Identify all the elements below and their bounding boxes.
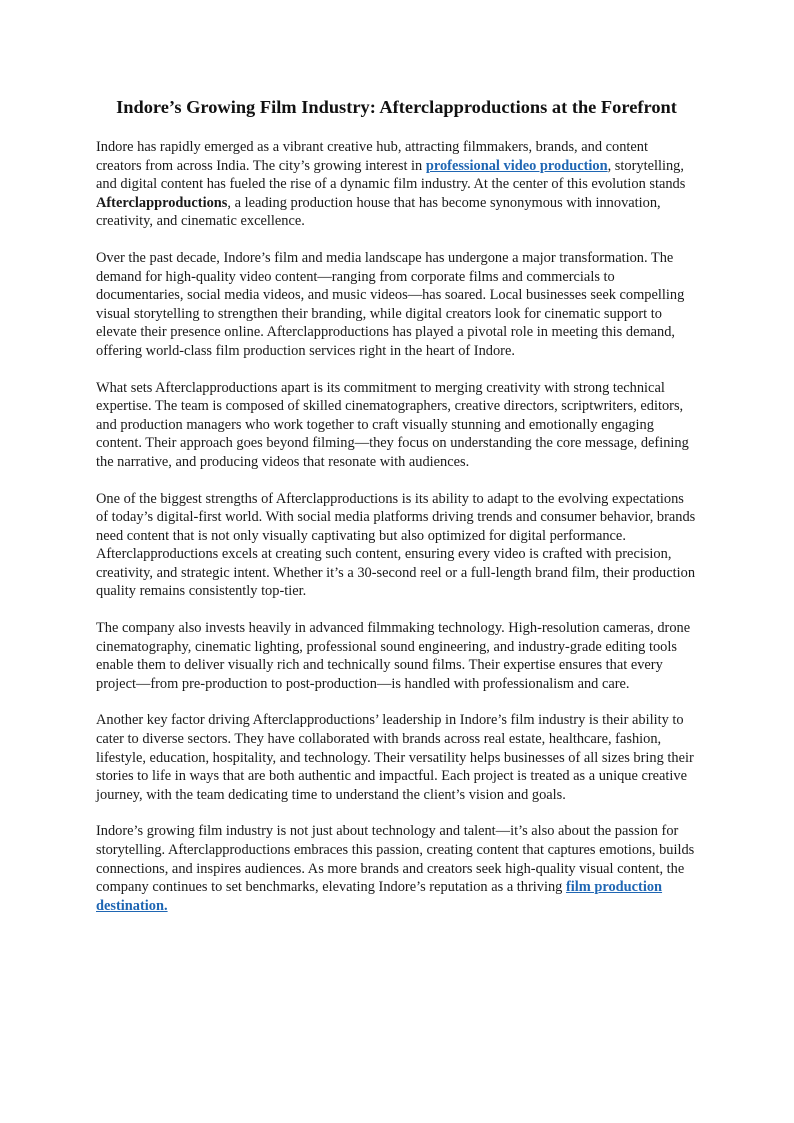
paragraph-technology: The company also invests heavily in advanced filmmaking technology. High-resolution cameras, drone cinematography, cinematic lighting, professional sound engineering, and industry-grade editing tools enable them to deliver visually rich and technically sound films. Their expertise ensures that every project—from pre-production to post-production—is handled with professionalism and care.: [96, 620, 691, 692]
document-title: Indore’s Growing Film Industry: Afterclapproductions at the Forefront: [116, 97, 677, 117]
paragraph-landscape: Over the past decade, Indore’s film and media landscape has undergone a major transformation. The demand for high-quality video content—ranging from corporate films and commercials to documentaries, social media videos, and music videos—has soared. Local businesses seek compelling visual storytelling to strengthen their branding, while digital creators look for cinematic support to elevate their presence online. Afterclapproductions has played a pivotal role in meeting this demand, offering world-class film production services right in the heart of Indore.: [96, 249, 685, 359]
paragraph-intro-text-c: , a leading production house that has become synonymous with innovation, creativity, and cinematic excellence.: [96, 194, 661, 230]
paragraph-storytelling: [96, 822, 697, 915]
paragraph-intro-text-b: , storytelling, and digital content has fueled the rise of a dynamic film industry. At the center of this evolution stands: [96, 157, 686, 193]
paragraph-sectors: Another key factor driving Afterclapproductions’ leadership in Indore’s film industry is their ability to cater to diverse sectors. They have collaborated with brands across real estate, healthcare, fashion, lifestyle, education, hospitality, and technology. Their versatility helps businesses of all sizes bring their stories to life in ways that are both authentic and impactful. Each project is treated as a unique creative journey, with the team dedicating time to understand the client’s vision and goals.: [96, 712, 694, 803]
professional-video-production-link[interactable]: professional video production: [425, 157, 608, 174]
paragraph-digital-first: One of the biggest strengths of Afterclapproductions is its ability to adapt to the evolving expectations of today’s digital-first world. With social media platforms driving trends and consumer behavior, brands need content that is not only visually captivating but also optimized for digital performance. Afterclapproductions excels at creating such content, ensuring every video is crafted with precision, creativity, and strategic intent. Whether it’s a 30-second reel or a full-length brand film, their production quality remains consistently top-tier.: [96, 490, 696, 600]
paragraph-expertise: What sets Afterclapproductions apart is its commitment to merging creativity with strong technical expertise. The team is composed of skilled cinematographers, creative directors, scriptwriters, editors, and production managers who work together to craft visually stunning and emotionally engaging content. Their approach goes beyond filming—they focus on understanding the core message, defining the narrative, and producing videos that resonate with audiences.: [96, 379, 689, 470]
document-body: [96, 96, 697, 933]
film-production-destination-link[interactable]: film production destination.: [96, 879, 663, 914]
paragraph-intro: [96, 138, 697, 231]
paragraph-intro-text-a: Indore has rapidly emerged as a vibrant creative hub, attracting filmmakers, brands, and content creators from across India. The city’s growing interest in: [96, 139, 648, 174]
paragraph-storytelling-text: Indore’s growing film industry is not just about technology and talent—it’s also about the passion for storytelling. Afterclapproductions embraces this passion, creating content that captures emotions, builds connections, and inspires audiences. As more brands and creators seek high-quality visual content, the company continues to set benchmarks, elevating Indore’s reputation as a thriving: [96, 823, 695, 896]
company-name-bold: Afterclapproductions: [96, 194, 228, 211]
